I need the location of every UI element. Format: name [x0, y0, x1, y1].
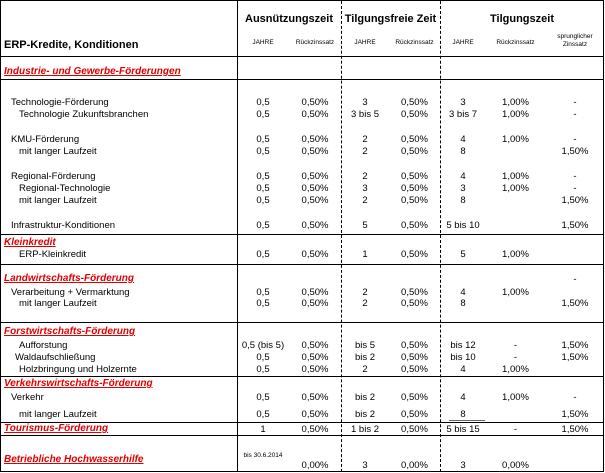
cell-zins: 1,00%	[502, 183, 529, 194]
table-row	[1, 392, 604, 404]
cell-zinssatz: 1,50%	[561, 340, 589, 351]
column-header-zinssatz: sprunglicher Zinssatz	[557, 33, 593, 48]
cell-zinssatz: 1,50%	[561, 195, 589, 206]
cell-zinssatz: 1,50%	[561, 220, 589, 231]
row-label: mit langer Laufzeit	[19, 146, 97, 157]
cell-jahre: 0,5	[256, 287, 270, 298]
row-divider	[1, 376, 604, 377]
cell-zins: 0,50%	[301, 364, 329, 375]
cell-underline	[449, 420, 485, 421]
cell-zins: 0,50%	[401, 340, 428, 351]
cell-jahre: 1	[260, 424, 266, 435]
cell-zinssatz: -	[573, 183, 577, 194]
cell-zins: 1,00%	[502, 97, 529, 108]
cell-jahre: 1	[362, 249, 368, 260]
row-divider	[1, 234, 604, 235]
cell-zins: 0,00%	[401, 460, 428, 471]
cell-zins: 1,00%	[502, 134, 529, 145]
cell-zins: 0,50%	[401, 171, 428, 182]
cell-jahre: bis 10	[450, 352, 476, 363]
cell-jahre: 2	[362, 171, 368, 182]
cell-zins: 1,00%	[502, 392, 529, 403]
table-row	[1, 171, 604, 183]
cell-jahre: 0,5	[256, 183, 270, 194]
cell-jahre: 2	[362, 364, 368, 375]
cell-jahre: 4	[460, 287, 466, 298]
row-label: Waldaufschließung	[15, 352, 96, 363]
cell-jahre: 8	[460, 195, 466, 206]
cell-zins: 0,50%	[401, 183, 428, 194]
cell-zins: -	[513, 424, 518, 435]
cell-zinssatz: -	[573, 134, 577, 145]
cell-zins: 0,50%	[301, 220, 329, 231]
cell-zins: 0,50%	[401, 287, 428, 298]
cell-jahre: 8	[460, 298, 466, 309]
cell-zins: 0,00%	[301, 460, 329, 471]
cell-zins: 0,50%	[401, 134, 428, 145]
cell-zinssatz: -	[573, 392, 577, 403]
column-header-rueckzinssatz: Rückzinssatz	[395, 39, 434, 46]
cell-zins: 0,50%	[401, 220, 428, 231]
section-hochwasserhilfe: Betriebliche Hochwasserhilfe	[4, 454, 144, 465]
row-label: Holzbringung und Holzernte	[19, 364, 137, 375]
cell-zinssatz: -	[573, 171, 577, 182]
cell-jahre: 1 bis 2	[351, 424, 379, 435]
cell-zins: 0,50%	[301, 183, 329, 194]
cell-zins: 0,50%	[301, 298, 329, 309]
row-label: mit langer Laufzeit	[19, 195, 97, 206]
cell-jahre: 0,5	[256, 220, 270, 231]
cell-jahre: 2	[362, 195, 368, 206]
cell-zins: 0,50%	[401, 146, 428, 157]
cell-zinssatz: -	[573, 274, 577, 285]
cell-zins: 0,50%	[401, 392, 428, 403]
row-label: Verkehr	[11, 392, 44, 403]
row-divider	[1, 79, 604, 80]
cell-zins: 0,50%	[301, 195, 329, 206]
cell-jahre: 5	[460, 249, 466, 260]
table-row	[1, 274, 604, 286]
cell-zinssatz: -	[573, 97, 577, 108]
section-tourismus: Tourismus-Förderung	[4, 423, 109, 434]
cell-zins: 0,50%	[301, 352, 329, 363]
cell-jahre: bis 2	[354, 392, 376, 403]
table-row	[1, 364, 604, 376]
cell-zins: 1,00%	[502, 109, 529, 120]
cell-jahre: 4	[460, 392, 466, 403]
table-row	[1, 409, 604, 421]
cell-jahre: 4	[460, 364, 466, 375]
cell-jahre: 0,5	[256, 409, 270, 420]
group-header-ausnuetzungszeit: Ausnützungszeit	[245, 13, 333, 25]
cell-jahre: 0,5	[256, 109, 270, 120]
cell-zins: 0,50%	[401, 352, 428, 363]
cell-zins: 1,00%	[502, 287, 529, 298]
cell-zinssatz: -	[573, 109, 577, 120]
cell-jahre: bis 30.6.2014	[243, 452, 283, 459]
row-label: ERP-Kleinkredit	[19, 249, 87, 260]
table-row	[1, 109, 604, 121]
section-verkehrswirtschaft: Verkehrswirtschafts-Förderung	[4, 378, 153, 389]
cell-zins: 0,50%	[301, 424, 329, 435]
cell-jahre: 3	[362, 460, 368, 471]
row-label: Regional-Technologie	[19, 183, 111, 194]
row-label: mit langer Laufzeit	[19, 298, 97, 309]
row-label: Technologie Zukunftsbranchen	[19, 109, 149, 120]
row-label: mit langer Laufzeit	[19, 409, 97, 420]
cell-zins: 0,50%	[401, 97, 428, 108]
cell-jahre: 5	[362, 220, 368, 231]
section-industrie-gewerbe: Industrie- und Gewerbe-Förderungen	[4, 66, 181, 77]
cell-zins: -	[513, 340, 518, 351]
cell-jahre: 8	[460, 146, 466, 157]
cell-zins: 0,50%	[401, 364, 428, 375]
cell-zinssatz: 1,50%	[561, 298, 589, 309]
cell-zins: 0,50%	[301, 392, 329, 403]
cell-jahre: bis 2	[354, 352, 376, 363]
cell-zins: 0,50%	[301, 340, 329, 351]
cell-jahre: bis 12	[450, 340, 476, 351]
column-header-rueckzinssatz: Rückzinssatz	[295, 39, 335, 46]
cell-jahre: 3	[460, 460, 466, 471]
row-label: Infrastruktur-Konditionen	[11, 220, 116, 231]
table-row	[1, 352, 604, 364]
cell-jahre: 4	[460, 134, 466, 145]
column-header-rueckzinssatz: Rückzinssatz	[496, 39, 535, 46]
table-row	[1, 134, 604, 146]
table-row	[1, 195, 604, 207]
cell-jahre: 3 bis 7	[449, 109, 477, 120]
cell-jahre: 2	[362, 134, 368, 145]
group-header-tilgungsfreie-zeit: Tilgungsfreie Zeit	[344, 13, 437, 25]
table-row	[1, 340, 604, 352]
cell-jahre: 0,5	[256, 352, 270, 363]
cell-jahre: 3	[362, 183, 368, 194]
column-header-jahre: JAHRE	[252, 39, 274, 46]
cell-zinssatz: 1,50%	[561, 409, 589, 420]
row-divider	[1, 322, 604, 323]
cell-jahre: 0,5 (bis 5)	[241, 340, 285, 351]
cell-zinssatz: 1,50%	[561, 146, 589, 157]
table-row	[1, 298, 604, 310]
cell-jahre: 3	[362, 97, 368, 108]
cell-jahre: 0,5	[256, 364, 270, 375]
cell-jahre: 8	[460, 409, 466, 420]
cell-jahre: 3	[460, 183, 466, 194]
cell-jahre: 5 bis 15	[446, 424, 480, 435]
cell-jahre: 0,5	[256, 392, 270, 403]
cell-jahre: 0,5	[256, 97, 270, 108]
cell-jahre: 4	[460, 171, 466, 182]
table-row	[1, 424, 604, 436]
cell-zins: 1,00%	[502, 364, 529, 375]
cell-zinssatz: 1,50%	[561, 352, 589, 363]
cell-jahre: 3	[460, 97, 466, 108]
cell-jahre: 5 bis 10	[446, 220, 480, 231]
cell-jahre: 0,5	[256, 195, 270, 206]
column-header-jahre: JAHRE	[354, 39, 376, 46]
cell-zins: -	[513, 352, 518, 363]
cell-zinssatz: 1,50%	[561, 424, 589, 435]
cell-jahre: 2	[362, 298, 368, 309]
cell-zins: 0,50%	[301, 171, 329, 182]
page-title: ERP-Kredite, Konditionen	[4, 39, 139, 51]
cell-jahre: 2	[362, 287, 368, 298]
cell-zins: 0,50%	[401, 249, 428, 260]
table-row	[1, 249, 604, 261]
cell-zins: 0,50%	[301, 146, 329, 157]
cell-jahre: bis 2	[354, 409, 376, 420]
cell-zins: 0,50%	[401, 298, 428, 309]
header-divider	[1, 56, 604, 57]
table-row	[1, 97, 604, 109]
section-kleinkredit: Kleinkredit	[4, 237, 56, 248]
row-divider	[1, 264, 604, 265]
table-row	[1, 220, 604, 232]
cell-zins: 0,50%	[401, 409, 428, 420]
cell-jahre: 0,5	[256, 298, 270, 309]
cell-jahre: 2	[362, 146, 368, 157]
cell-jahre: 0,5	[256, 249, 270, 260]
cell-zins: 0,50%	[401, 195, 428, 206]
cell-jahre: bis 5	[354, 340, 376, 351]
cell-zins: 1,00%	[502, 249, 529, 260]
cell-zins: 1,00%	[502, 171, 529, 182]
cell-zins: 0,50%	[401, 424, 428, 435]
cell-jahre: 0,5	[256, 171, 270, 182]
cell-zins: 0,50%	[301, 287, 329, 298]
row-label: Aufforstung	[19, 340, 68, 351]
row-label: KMU-Förderung	[11, 134, 80, 145]
cell-zins: 0,50%	[301, 249, 329, 260]
cell-zins: 0,50%	[301, 109, 329, 120]
row-label: Technologie-Förderung	[11, 97, 109, 108]
cell-zins: 0,50%	[401, 109, 428, 120]
cell-jahre: 3 bis 5	[351, 109, 379, 120]
cell-zins: 0,50%	[301, 134, 329, 145]
cell-zins: 0,00%	[502, 460, 529, 471]
row-label: Verarbeitung + Vermarktung	[11, 287, 130, 298]
table-row	[1, 146, 604, 158]
cell-zins: 0,50%	[301, 409, 329, 420]
column-header-jahre: JAHRE	[452, 39, 474, 46]
cell-jahre: 0,5	[256, 134, 270, 145]
section-forstwirtschaft: Forstwirtschafts-Förderung	[4, 326, 136, 337]
table-row	[1, 183, 604, 195]
section-landwirtschaft: Landwirtschafts-Förderung	[4, 273, 135, 284]
group-header-tilgungszeit: Tilgungszeit	[490, 13, 554, 25]
cell-jahre: 0,5	[256, 146, 270, 157]
row-label: Regional-Förderung	[11, 171, 96, 182]
cell-zins: 0,50%	[301, 97, 329, 108]
